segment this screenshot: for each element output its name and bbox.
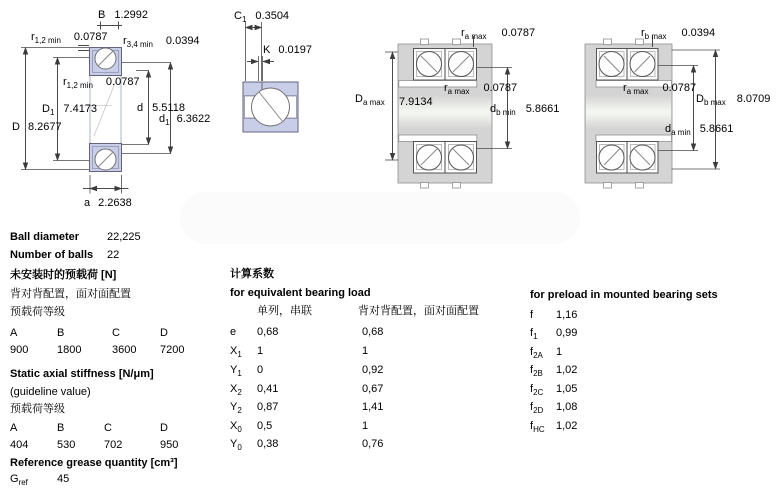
preload-class-label: 预载荷等级 bbox=[10, 306, 65, 318]
calc-row-y2: $Y_2$ 0,87 1,41 bbox=[230, 401, 384, 416]
dim-label-D: D 8.2677 bbox=[12, 121, 62, 133]
dim-label-r12-mid: $r_{1,2 min}$ 0.0787 bbox=[63, 76, 140, 91]
calc-col2-header: 背对背配置，面对面配置 bbox=[358, 305, 479, 317]
preload-row-f2b: $f_{2B}$ 1,02 bbox=[530, 364, 578, 379]
grease-row: $G_{ref}$ 45 bbox=[10, 473, 70, 488]
calc-row-y1: $Y_1$ 0 0,92 bbox=[230, 364, 384, 379]
grease-title: Reference grease quantity [cm³] bbox=[10, 457, 178, 469]
preload-row-f2c: $f_{2C}$ 1,05 bbox=[530, 383, 578, 398]
dim-label-ra-max-mid: $r_{a max}$ 0.0787 bbox=[444, 82, 518, 97]
dim-value-Da-max: 7.9134 bbox=[399, 96, 433, 108]
dim-label-d: d 5.5118 bbox=[137, 102, 185, 114]
calc-row-e: e 0,68 0,68 bbox=[230, 326, 384, 338]
preload-row-f: f 1,16 bbox=[530, 309, 578, 321]
calc-row-x0: $X_0$ 0,5 1 bbox=[230, 420, 369, 435]
calc-row-x2: $X_2$ 0,41 0,67 bbox=[230, 383, 384, 398]
dim-label-D1: $D_1$ 7.4173 bbox=[42, 103, 98, 118]
calc-row-y0: $Y_0$ 0,38 0,76 bbox=[230, 438, 384, 453]
dim-label-Db-max: $D_{b max}$ 8.0709 bbox=[696, 93, 771, 108]
preload-unmounted-title: 未安装时的预载荷 [N] bbox=[10, 269, 117, 281]
dim-label-C1: $C_1$ 0.3504 bbox=[234, 10, 290, 25]
dim-label-d1: $d_1$ 6.3622 bbox=[159, 113, 211, 128]
dim-label-B: B 1.2992 bbox=[98, 9, 148, 21]
preload-class-values: 900 1800 3600 7200 bbox=[10, 344, 185, 356]
preload-class-headers: A B C D bbox=[10, 327, 168, 339]
stiffness-class-label: 预载荷等级 bbox=[10, 403, 65, 415]
preload-row-f2a: $f_{2A}$ 1 bbox=[530, 346, 563, 361]
ball-diameter-value: 22,225 bbox=[107, 231, 141, 243]
ball-diameter-row bbox=[10, 231, 141, 244]
grease-value: 45 bbox=[57, 473, 70, 485]
calc-factors-title: 计算系数 bbox=[230, 268, 274, 280]
stiffness-subtitle: (guideline value) bbox=[10, 386, 91, 398]
preload-row-fhc: $f_{HC}$ 1,02 bbox=[530, 420, 578, 435]
dim-label-ra-max-right: $r_{a max}$ 0.0787 bbox=[623, 82, 697, 97]
calc-row-x1: $X_1$ 1 1 bbox=[230, 345, 369, 360]
number-of-balls-row bbox=[10, 249, 119, 262]
drawing-bearing-face-section bbox=[243, 22, 298, 132]
dim-label-K: K 0.0197 bbox=[263, 44, 312, 56]
dim-label-rb-max-top: $r_{b max}$ 0.0394 bbox=[641, 27, 716, 42]
stiffness-values: 404 530 702 950 bbox=[10, 439, 179, 451]
preload-factors-title: for preload in mounted bearing sets bbox=[530, 289, 718, 301]
calc-col1-header: 单列，串联 bbox=[257, 305, 312, 317]
drawing-mounted-set-right bbox=[585, 36, 720, 188]
number-of-balls-label: Number of balls bbox=[10, 249, 94, 261]
dim-label-r34: $r_{3,4 min}$ 0.0394 bbox=[123, 35, 200, 50]
ball-diameter-label: Ball diameter bbox=[10, 231, 80, 243]
dim-label-ra-max-top: $r_{a max}$ 0.0787 bbox=[461, 27, 536, 42]
dim-label-db-min: $d_{b min}$ 5.8661 bbox=[490, 103, 560, 118]
dim-label-a: a 2.2638 bbox=[84, 197, 132, 209]
dim-label-Da-max: $D_{a max}$ bbox=[355, 93, 385, 108]
preload-row-f2d: $f_{2D}$ 1,08 bbox=[530, 401, 578, 416]
calc-factors-subtitle: for equivalent bearing load bbox=[230, 287, 371, 299]
dim-label-da-min: $d_{a min}$ 5.8661 bbox=[665, 123, 734, 138]
number-of-balls-value: 22 bbox=[107, 249, 120, 261]
preload-row-f1: $f_1$ 0,99 bbox=[530, 327, 578, 342]
dim-label-r12-top: $r_{1,2 min}$ 0.0787 bbox=[31, 31, 108, 46]
stiffness-headers: A B C D bbox=[10, 422, 168, 434]
preload-unmounted-subtitle: 背对背配置，面对面配置 bbox=[10, 288, 131, 300]
stiffness-title: Static axial stiffness [N/μm] bbox=[10, 368, 154, 380]
